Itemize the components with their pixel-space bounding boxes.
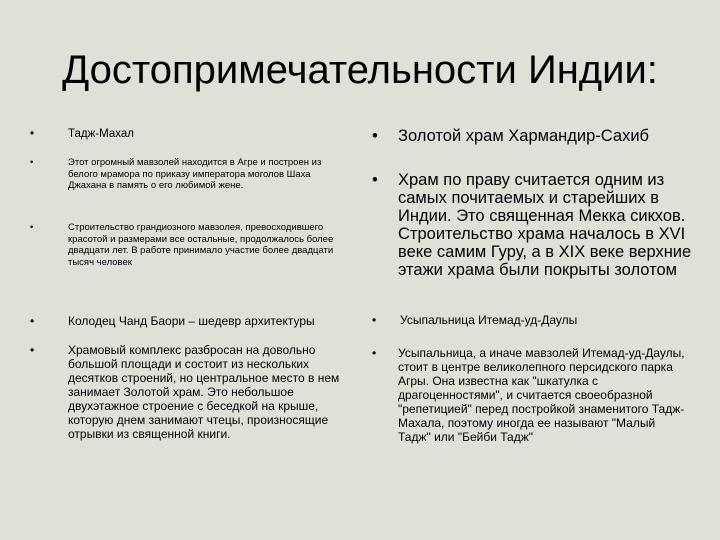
right-item-golden-temple [398,127,718,145]
list-item: Золотой храм Хармандир-Сахиб [398,127,649,145]
bullet: • [372,313,377,327]
list-item: Колодец Чанд Баори – шедевр архитектуры [68,314,315,328]
right-item-golden-temple-description [398,171,703,279]
left-item-temple-complex [68,343,350,441]
slide-title: Достопримечательности Индии: [62,48,658,92]
bullet: • [30,222,34,233]
list-item: Тадж-Махал [68,128,134,140]
left-item-chand-baori [68,314,348,328]
bullet: • [30,343,35,357]
left-item-taj-construction [68,222,336,268]
left-item-taj-description [68,157,343,192]
list-item: Этот огромный мавзолей находится в Агре и построен из белого мрамора по приказу императора моголов Шаха Джахана в память о его любимой жене. [68,157,322,191]
bullet: • [30,157,34,168]
list-item: Строительство грандиозного мавзолея, превосходившего красотой и размерами все остальные, продолжалось более двадцати лет. В работе принимало участие более двадцати тысяч человек [68,222,334,268]
bullet: • [372,171,378,189]
list-item: Храмовый комплекс разбросан на довольно большой площади и состоит из нескольких десятков строений, но центральное место в нем занимает Золотой храм. Это небольшое двухэтажное строение с беседкой на крыше, которую днем занимают чтецы, произносящие отрывки из священной книги. [68,343,340,441]
list-item: Храм по праву считается одним из самых почитаемых и старейших в Индии. Это священная Мекка сикхов. Строительство храма началось в XVI веке самим Гуру, а в XIX веке верхние этажи храма были покрыты золотом [398,171,692,279]
list-item: Усыпальница Итемад-уд-Даулы [400,313,578,327]
bullet: • [372,127,378,145]
left-item-taj-mahal [68,128,348,141]
list-item: Усыпальница, а иначе мавзолей Итемад-уд-Даулы, стоит в центре великолепного персидского парка Агры. Она известна как "шкатулка с драгоценностями", и считается своеобразной "репетицией" перед постройкой знаменитого Тадж-Махала, поэтому иногда ее называют "Малый Тадж" или "Бейби Тадж" [398,346,685,444]
right-item-itimad-description [398,346,686,444]
right-item-itimad-ud-daulah [400,313,710,327]
bullet: • [30,314,35,328]
bullet: • [372,346,377,360]
bullet: • [30,128,35,140]
